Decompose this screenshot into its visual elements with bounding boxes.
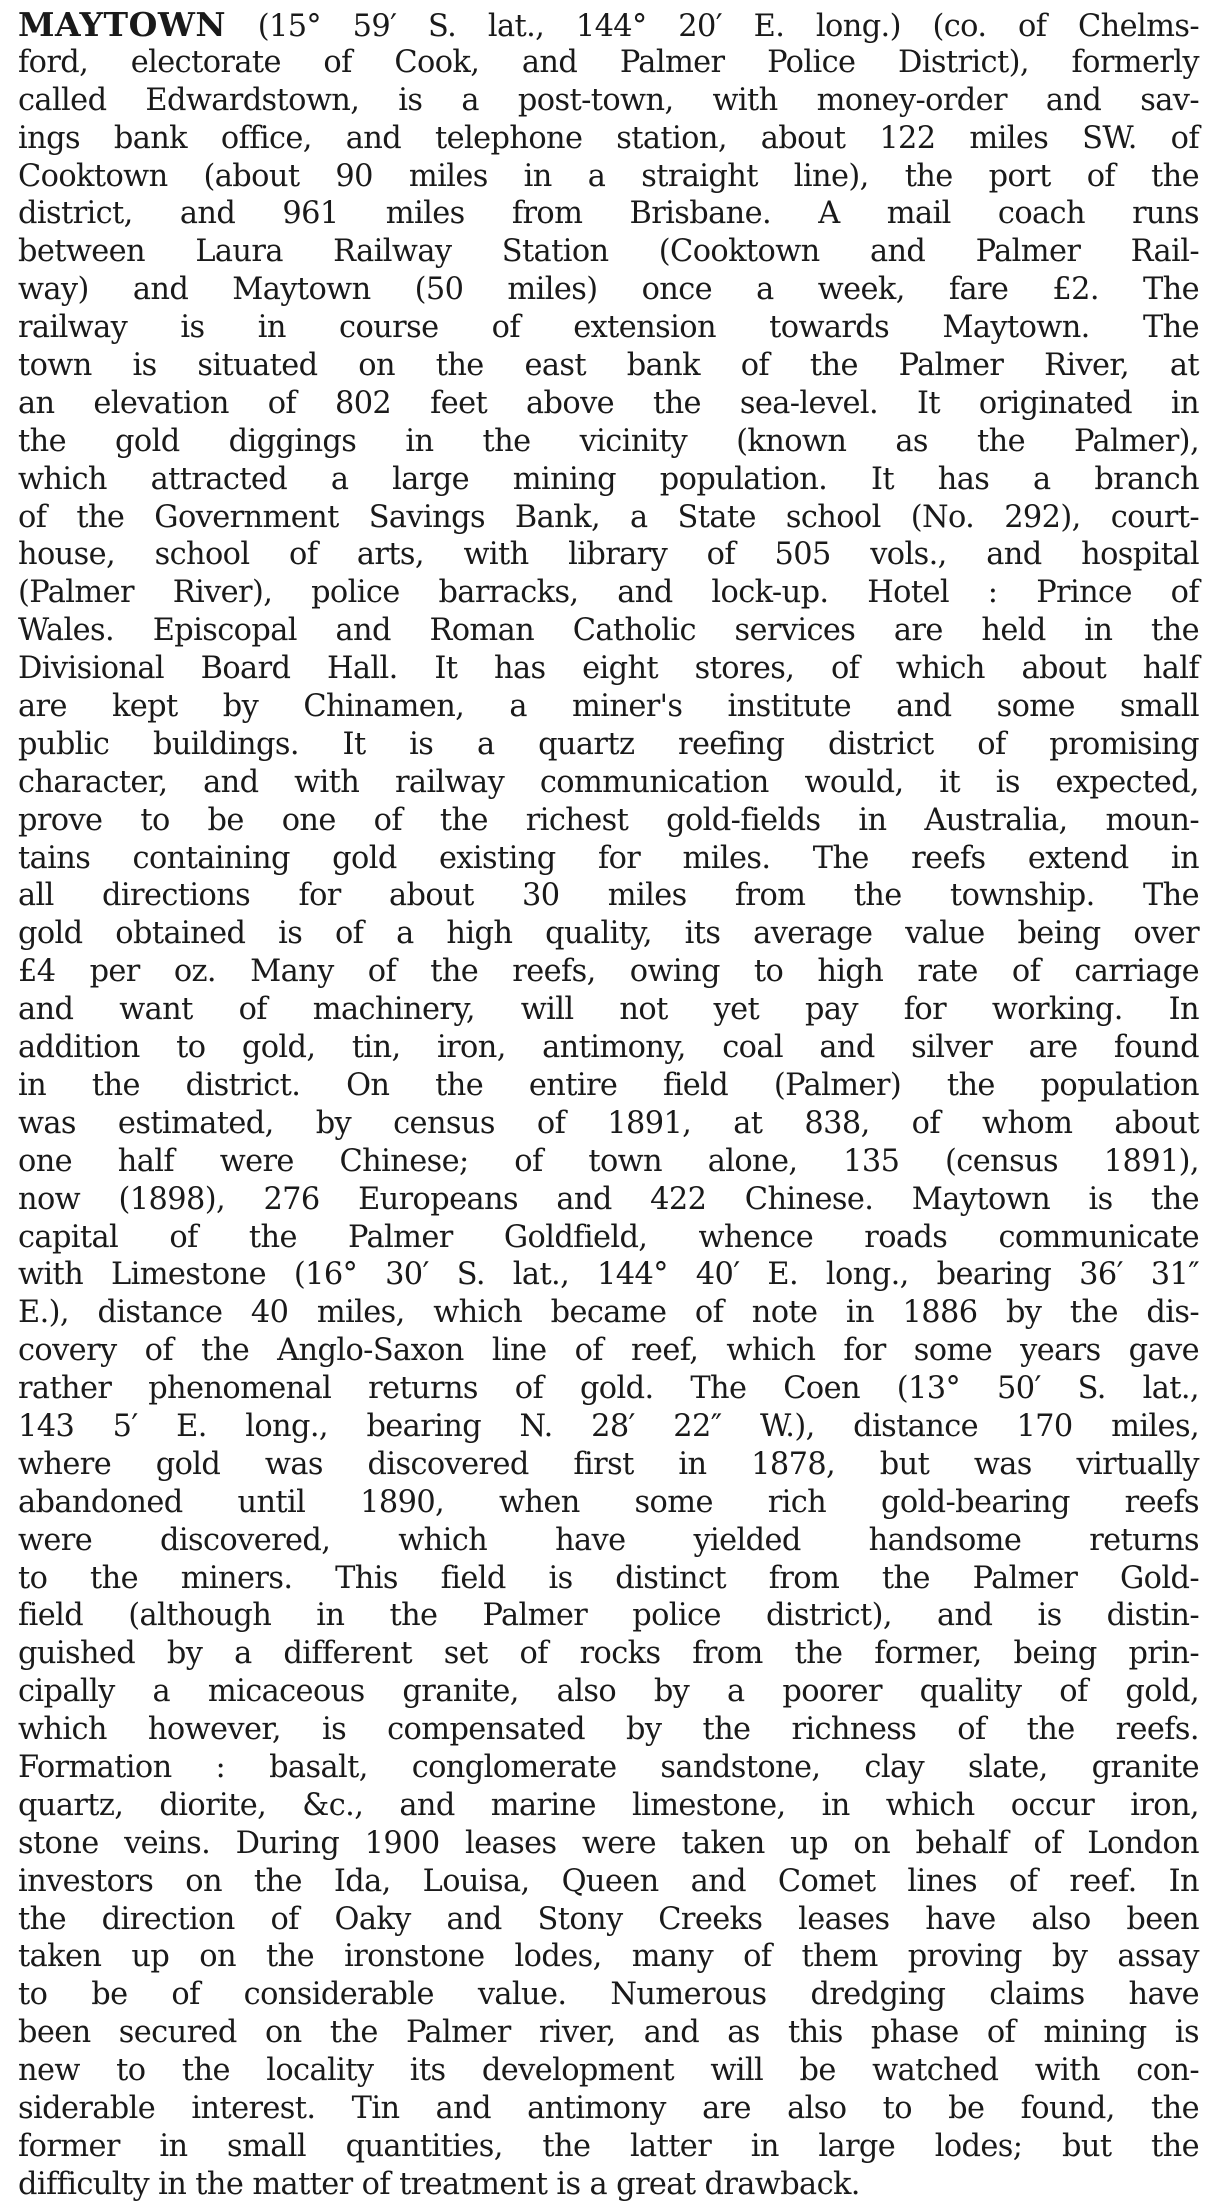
entry-line: gold obtained is of a high quality, its average value being over	[18, 916, 1199, 952]
entry-line: called Edwardstown, is a post-town, with money-order and sav-	[18, 82, 1199, 118]
entry-line: Wales. Episcopal and Roman Catholic services are held in the	[18, 613, 1199, 649]
entry-line: capital of the Palmer Goldfield, whence roads communicate	[18, 1219, 1199, 1255]
entry-line: cipally a micaceous granite, also by a poorer quality of gold,	[18, 1674, 1199, 1710]
entry-line: all directions for about 30 miles from the township. The	[18, 878, 1199, 914]
entry-line: quartz, diorite, &c., and marine limestone, in which occur iron,	[18, 1787, 1199, 1823]
entry-line: investors on the Ida, Louisa, Queen and Comet lines of reef. In	[18, 1863, 1199, 1899]
entry-line: been secured on the Palmer river, and as this phase of mining is	[18, 2015, 1199, 2051]
entry-headword: MAYTOWN	[18, 5, 227, 44]
entry-line: ings bank office, and telephone station, about 122 miles SW. of	[18, 120, 1199, 156]
entry-line: with Limestone (16° 30′ S. lat., 144° 40′ E. long., bearing 36′ 31″	[18, 1257, 1199, 1293]
entry-line: was estimated, by census of 1891, at 838, of whom about	[18, 1105, 1199, 1141]
entry-line: E.), distance 40 miles, which became of note in 1886 by the dis-	[18, 1295, 1199, 1331]
entry-line: guished by a different set of rocks from the former, being prin-	[18, 1636, 1199, 1672]
entry-line: taken up on the ironstone lodes, many of them proving by assay	[18, 1939, 1199, 1975]
entry-line: Divisional Board Hall. It has eight stores, of which about half	[18, 651, 1199, 687]
entry-line: town is situated on the east bank of the Palmer River, at	[18, 348, 1199, 384]
entry-line: field (although in the Palmer police district), and is distin-	[18, 1598, 1199, 1634]
entry-line: in the district. On the entire field (Palmer) the population	[18, 1067, 1199, 1103]
entry-line: ford, electorate of Cook, and Palmer Police District), formerly	[18, 44, 1199, 80]
entry-line: and want of machinery, will not yet pay for working. In	[18, 992, 1199, 1028]
entry-line: an elevation of 802 feet above the sea-level. It originated in	[18, 385, 1199, 421]
entry-line: between Laura Railway Station (Cooktown and Palmer Rail-	[18, 234, 1199, 270]
entry-line: to the miners. This field is distinct from the Palmer Gold-	[18, 1560, 1199, 1596]
entry-line: to be of considerable value. Numerous dredging claims have	[18, 1977, 1199, 2013]
entry-line: (Palmer River), police barracks, and lock-up. Hotel : Prince of	[18, 575, 1199, 611]
entry-line: tains containing gold existing for miles. The reefs extend in	[18, 840, 1199, 876]
entry-line-first	[18, 6, 1199, 44]
entry-line: former in small quantities, the latter in large lodes; but the	[18, 2128, 1199, 2164]
entry-line: are kept by Chinamen, a miner's institute and some small	[18, 689, 1199, 725]
entry-line: house, school of arts, with library of 505 vols., and hospital	[18, 537, 1199, 573]
entry-line: public buildings. It is a quartz reefing district of promising	[18, 726, 1199, 762]
entry-line: way) and Maytown (50 miles) once a week, fare £2. The	[18, 272, 1199, 308]
entry-line: which attracted a large mining population. It has a branch	[18, 461, 1199, 497]
entry-line: where gold was discovered first in 1878, but was virtually	[18, 1446, 1199, 1482]
entry-line: now (1898), 276 Europeans and 422 Chinese. Maytown is the	[18, 1181, 1199, 1217]
entry-line: character, and with railway communication would, it is expected,	[18, 764, 1199, 800]
entry-line: which however, is compensated by the richness of the reefs.	[18, 1712, 1199, 1748]
entry-line: the direction of Oaky and Stony Creeks leases have also been	[18, 1901, 1199, 1937]
entry-line: abandoned until 1890, when some rich gold-bearing reefs	[18, 1484, 1199, 1520]
entry-line: covery of the Anglo-Saxon line of reef, which for some years gave	[18, 1333, 1199, 1369]
entry-line: rather phenomenal returns of gold. The Coen (13° 50′ S. lat.,	[18, 1371, 1199, 1407]
entry-line: £4 per oz. Many of the reefs, owing to high rate of carriage	[18, 954, 1199, 990]
entry-line: railway is in course of extension towards Maytown. The	[18, 310, 1199, 346]
gazetteer-entry-maytown	[18, 6, 1199, 2204]
entry-line: Formation : basalt, conglomerate sandstone, clay slate, granite	[18, 1749, 1199, 1785]
entry-line: were discovered, which have yielded handsome returns	[18, 1522, 1199, 1558]
entry-line: stone veins. During 1900 leases were taken up on behalf of London	[18, 1825, 1199, 1861]
entry-line: prove to be one of the richest gold-fields in Australia, moun-	[18, 802, 1199, 838]
entry-line: district, and 961 miles from Brisbane. A mail coach runs	[18, 196, 1199, 232]
entry-line: addition to gold, tin, iron, antimony, coal and silver are found	[18, 1030, 1199, 1066]
entry-line: siderable interest. Tin and antimony are also to be found, the	[18, 2090, 1199, 2126]
entry-line-last: difficulty in the matter of treatment is a great drawback.	[18, 2166, 860, 2202]
entry-line: the gold diggings in the vicinity (known as the Palmer),	[18, 423, 1199, 459]
entry-line: 143 5′ E. long., bearing N. 28′ 22″ W.), distance 170 miles,	[18, 1408, 1199, 1444]
entry-line: one half were Chinese; of town alone, 135 (census 1891),	[18, 1143, 1199, 1179]
entry-line: new to the locality its development will be watched with con-	[18, 2053, 1199, 2089]
entry-line-text: (15° 59′ S. lat., 144° 20′ E. long.) (co. of Chelms-	[226, 9, 1199, 44]
entry-line: of the Government Savings Bank, a State school (No. 292), court-	[18, 499, 1199, 535]
entry-line: Cooktown (about 90 miles in a straight line), the port of the	[18, 158, 1199, 194]
